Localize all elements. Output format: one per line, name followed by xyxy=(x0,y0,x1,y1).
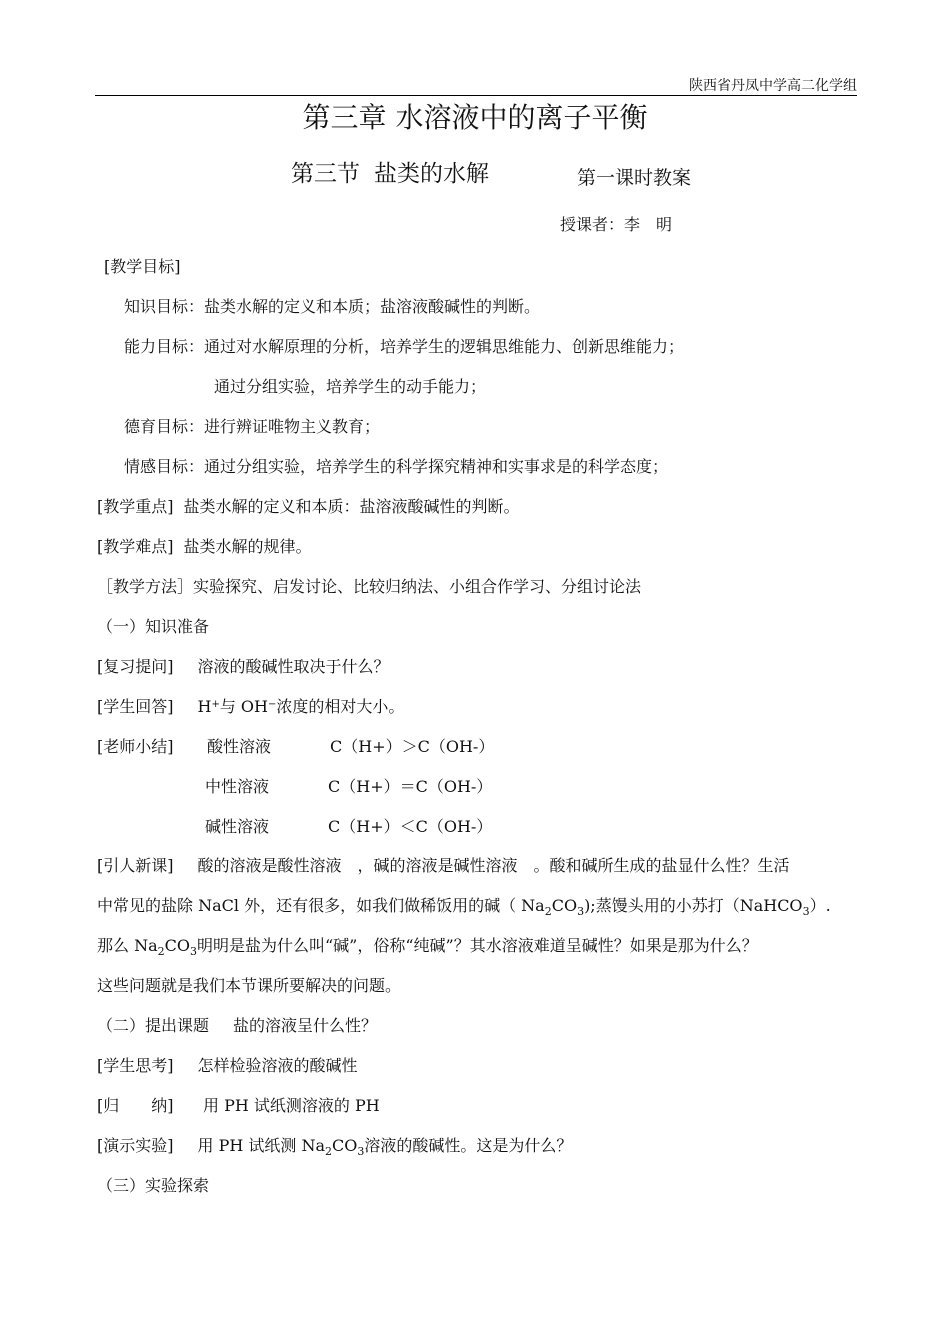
key-point-label: [教学重点] xyxy=(97,497,174,516)
intro-text-3a: 那么 Na xyxy=(97,936,158,955)
intro-line-3 xyxy=(97,933,758,956)
section-name: 盐类的水解 xyxy=(374,161,489,187)
chapter-title: 第三章 水溶液中的离子平衡 xyxy=(302,101,648,134)
summary-label: [老师小结] xyxy=(97,737,174,756)
student-answer xyxy=(97,694,404,717)
review-label: [复习提问] xyxy=(97,657,174,676)
induce-text: 用 PH 试纸测溶液的 PH xyxy=(203,1096,380,1115)
summary-row-neutral xyxy=(205,774,492,797)
demo-text-a: 用 PH 试纸测 Na xyxy=(197,1136,326,1155)
knowledge-text: 盐类水解的定义和本质；盐溶液酸碱性的判断。 xyxy=(204,297,541,316)
part2-label: （二）提出课题 xyxy=(97,1016,210,1035)
review-question xyxy=(97,654,390,677)
demo-text-c: 溶液的酸碱性。这是为什么？ xyxy=(364,1136,573,1155)
section-label: 第三节 xyxy=(291,161,360,187)
intro-line-4: 这些问题就是我们本节课所要解决的问题。 xyxy=(97,976,402,995)
induce-label: [归 纳] xyxy=(97,1096,174,1115)
objective-knowledge xyxy=(124,294,540,317)
intro-text-2a: 中常见的盐除 NaCl 外，还有很多，如我们做稀饭用的碱（ Na xyxy=(97,896,545,915)
subscript: 2 xyxy=(544,905,552,918)
summary-row-relation: C（H+）＞C（OH-） xyxy=(330,737,495,756)
answer-plus: + xyxy=(211,699,220,710)
summary-row-name: 碱性溶液 xyxy=(205,817,270,836)
intro-text-3b: CO xyxy=(164,936,190,955)
subscript: 3 xyxy=(802,905,810,918)
header-org: 陕西省丹凤中学高二化学组 xyxy=(689,78,857,94)
intro-label: [引人新课] xyxy=(97,856,174,875)
review-text: 溶液的酸碱性取决于什么？ xyxy=(197,657,390,676)
summary-row-name: 酸性溶液 xyxy=(207,737,272,756)
intro-line-2 xyxy=(97,893,831,916)
method-text: 实验探究、启发讨论、比较归纳法、小组合作学习、分组讨论法 xyxy=(193,577,642,596)
emotion-label: 情感目标： xyxy=(124,457,205,476)
moral-text: 进行辨证唯物主义教育； xyxy=(204,417,381,436)
answer-mid: 与 OH xyxy=(219,697,269,716)
moral-label: 德育目标： xyxy=(124,417,205,436)
part2-heading xyxy=(97,1013,377,1036)
key-point-text: 盐类水解的定义和本质：盐溶液酸碱性的判断。 xyxy=(183,497,520,516)
subscript: 2 xyxy=(325,1145,333,1158)
think-label: [学生思考] xyxy=(97,1056,174,1075)
difficulty xyxy=(97,534,312,557)
intro-text-2d: ）. xyxy=(809,896,831,915)
summary-row-relation: C（H+）＜C（OH-） xyxy=(328,817,493,836)
objective-moral xyxy=(124,414,380,437)
subscript: 2 xyxy=(157,945,165,958)
part1-heading: （一）知识准备 xyxy=(97,617,210,636)
induce xyxy=(97,1093,380,1116)
knowledge-label: 知识目标： xyxy=(124,297,205,316)
emotion-text: 通过分组实验，培养学生的科学探究精神和实事求是的科学态度； xyxy=(204,457,669,476)
part3-heading: （三）实验探索 xyxy=(97,1176,210,1195)
difficulty-text: 盐类水解的规律。 xyxy=(183,537,312,556)
answer-label: [学生回答] xyxy=(97,697,174,716)
intro-text-1: 酸的溶液是酸性溶液 ，碱的溶液是碱性溶液 。酸和碱所生成的盐显什么性？生活 xyxy=(197,856,790,875)
demo-text-b: CO xyxy=(332,1136,358,1155)
ability-label: 能力目标： xyxy=(124,337,205,356)
demo-label: [演示实验] xyxy=(97,1136,174,1155)
summary-row-base xyxy=(205,814,492,837)
key-point xyxy=(97,494,520,517)
method-label: ［教学方法］ xyxy=(97,577,194,596)
answer-tail: 浓度的相对大小。 xyxy=(276,697,405,716)
difficulty-label: [教学难点] xyxy=(97,537,174,556)
summary-row-acid xyxy=(207,734,494,757)
intro-line-1 xyxy=(97,853,790,876)
intro-text-3c: 明明是盐为什么叫“碱”，俗称“纯碱”？其水溶液难道呈碱性？如果是那为什么？ xyxy=(197,936,758,955)
objective-ability xyxy=(124,334,684,357)
student-think xyxy=(97,1053,358,1076)
intro-text-2c: );蒸馒头用的小苏打（NaHCO xyxy=(584,896,803,915)
answer-h: H xyxy=(197,697,212,716)
summary-row-name: 中性溶液 xyxy=(205,777,270,796)
think-text: 怎样检验溶液的酸碱性 xyxy=(197,1056,358,1075)
lesson-label: 第一课时教案 xyxy=(577,167,692,189)
intro-text-2b: CO xyxy=(551,896,578,915)
section-title xyxy=(291,155,489,188)
part2-text: 盐的溶液呈什么性？ xyxy=(233,1016,378,1035)
demo-experiment xyxy=(97,1133,572,1156)
objectives-heading: [教学目标] xyxy=(104,257,181,276)
answer-minus: − xyxy=(268,699,277,710)
subscript: 3 xyxy=(577,905,585,918)
ability-text-1: 通过对水解原理的分析，培养学生的逻辑思维能力、创新思维能力； xyxy=(204,337,685,356)
subscript: 3 xyxy=(357,1145,365,1158)
subscript: 3 xyxy=(190,945,197,958)
objective-emotion xyxy=(124,454,668,477)
summary-row-relation: C（H+）＝C（OH-） xyxy=(328,777,493,796)
teacher-line: 授课者：李 明 xyxy=(560,215,673,234)
teaching-method xyxy=(97,574,641,597)
objective-ability-2: 通过分组实验，培养学生的动手能力； xyxy=(214,377,487,396)
